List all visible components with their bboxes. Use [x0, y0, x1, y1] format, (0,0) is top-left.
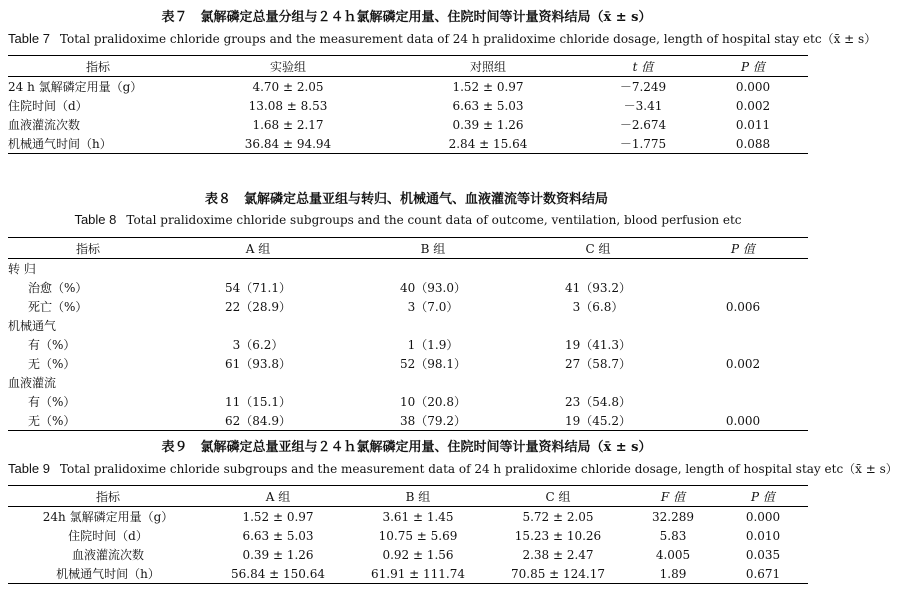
table8-header: A 组 [168, 238, 348, 259]
table-cell: 1（1.9） [407, 338, 459, 352]
table-cell: 32.289 [652, 509, 694, 524]
table7-caption-en [8, 30, 877, 47]
table-cell: 19（41.3） [565, 338, 631, 352]
table-cell: 死亡（%） [28, 300, 88, 314]
table-cell: 61.91 ± 111.74 [370, 566, 466, 581]
table-cell: 10.75 ± 5.69 [378, 528, 458, 543]
table-row [8, 278, 808, 297]
table-row [8, 259, 808, 279]
table-cell: 62（84.9） [225, 414, 291, 428]
table-row [8, 545, 808, 564]
table-cell: 11（15.1） [225, 395, 291, 409]
table-cell: 36.84 ± 94.94 [244, 136, 332, 151]
table-cell: 41（93.2） [565, 281, 631, 295]
table9-caption-text: Total pralidoxime chloride subgroups and the measurement data of 24 h pralidoxime chloride dosage, length of hospital stay etc（x̄ ± s） [59, 462, 898, 476]
table-row [8, 134, 808, 154]
table-cell: 1.68 ± 2.17 [252, 117, 324, 132]
table-cell: 5.72 ± 2.05 [522, 509, 594, 524]
table-row [8, 115, 808, 134]
table7-header: t 值 [588, 56, 698, 77]
table8-header: P 值 [678, 238, 808, 259]
table-cell: 15.23 ± 10.26 [514, 528, 602, 543]
table-row [8, 316, 808, 335]
table-cell: 0.002 [735, 98, 771, 113]
table-cell: 2.38 ± 2.47 [522, 547, 594, 562]
table-cell: －1.775 [619, 137, 667, 151]
table-cell: 住院时间（d） [68, 529, 148, 543]
table-cell: 0.39 ± 1.26 [242, 547, 314, 562]
table7-caption-text: Total pralidoxime chloride groups and the measurement data of 24 h pralidoxime chloride dosage, length of hospital stay etc（x̄ ± s） [59, 32, 877, 46]
table-row [8, 411, 808, 431]
table-cell: 22（28.9） [225, 300, 291, 314]
table-cell: 5.83 [659, 528, 687, 543]
table-cell: 无（%） [28, 357, 76, 371]
table-cell: 6.63 ± 5.03 [452, 98, 524, 113]
table-cell: 0.002 [725, 356, 761, 371]
table-cell [348, 259, 518, 279]
table9 [8, 485, 808, 584]
table-cell: 血液灌流 [8, 376, 57, 390]
table-cell: 0.92 ± 1.56 [382, 547, 454, 562]
table8 [8, 237, 808, 431]
table-cell: 无（%） [28, 414, 76, 428]
table-cell: 1.52 ± 0.97 [452, 79, 524, 94]
table-cell: 3（7.0） [407, 300, 459, 314]
table-cell: 13.08 ± 8.53 [248, 98, 328, 113]
table9-header-row [8, 486, 808, 507]
table-cell: 52（98.1） [400, 357, 466, 371]
table-cell: 有（%） [28, 338, 76, 352]
table-cell: 0.088 [735, 136, 771, 151]
table9-header: F 值 [628, 486, 718, 507]
table9-header: C 组 [488, 486, 628, 507]
table-cell: 0.035 [745, 547, 781, 562]
table-cell: 24 h 氯解磷定用量（g） [8, 80, 143, 94]
table-cell: 23（54.8） [565, 395, 631, 409]
table-row [8, 335, 808, 354]
table-cell [678, 278, 808, 297]
table-cell [518, 316, 678, 335]
table-row [8, 96, 808, 115]
table-cell: 住院时间（d） [8, 99, 88, 113]
table7-caption-cn: 表７ 氯解磷定总量分组与２４ｈ氯解磷定用量、住院时间等计量资料结局（x̄ ± s） [161, 10, 652, 25]
table8-header: B 组 [348, 238, 518, 259]
table-cell: 2.84 ± 15.64 [448, 136, 528, 151]
table-cell: 70.85 ± 124.17 [510, 566, 606, 581]
table-row [8, 507, 808, 527]
table-cell: －2.674 [619, 118, 667, 132]
table-cell [518, 259, 678, 279]
table-cell: 有（%） [28, 395, 76, 409]
table-cell: 0.000 [745, 509, 781, 524]
table-cell: －7.249 [619, 80, 667, 94]
table-cell: 40（93.0） [400, 281, 466, 295]
table-cell: 10（20.8） [400, 395, 466, 409]
table-cell [168, 373, 348, 392]
table8-header: 指标 [8, 238, 168, 259]
table-cell [518, 373, 678, 392]
table8-caption-en [8, 212, 808, 227]
table9-header: P 值 [718, 486, 808, 507]
table-row [8, 77, 808, 97]
table9-caption-en [8, 460, 898, 477]
table-cell: 19（45.2） [565, 414, 631, 428]
table-cell: 3（6.8） [572, 300, 624, 314]
table-cell: 27（58.7） [565, 357, 631, 371]
table-cell: 0.000 [725, 413, 761, 428]
table-cell: 6.63 ± 5.03 [242, 528, 314, 543]
table-cell: 0.39 ± 1.26 [452, 117, 524, 132]
table-row [8, 526, 808, 545]
table8-header-row [8, 238, 808, 259]
table7-header: 指标 [8, 56, 188, 77]
table7-label: Table 7 [8, 31, 50, 46]
table9-header: A 组 [208, 486, 348, 507]
table-cell: 治愈（%） [28, 281, 88, 295]
table-cell: 0.006 [725, 299, 761, 314]
table-cell: 38（79.2） [400, 414, 466, 428]
table-cell [678, 259, 808, 279]
table-cell: 61（93.8） [225, 357, 291, 371]
table-cell [678, 373, 808, 392]
table-cell: 机械通气时间（h） [56, 567, 160, 581]
table-cell [168, 316, 348, 335]
table7-header-row [8, 56, 808, 77]
table7 [8, 55, 808, 154]
table8-caption-cn: 表８ 氯解磷定总量亚组与转归、机械通气、血液灌流等计数资料结局 [204, 192, 608, 207]
table-cell: 转 归 [8, 262, 36, 276]
table-row [8, 373, 808, 392]
table9-caption-cn: 表９ 氯解磷定总量亚组与２４ｈ氯解磷定用量、住院时间等计量资料结局（x̄ ± s） [161, 440, 652, 455]
table-cell: 0.011 [735, 117, 771, 132]
table8-label: Table 8 [74, 212, 117, 227]
table-row [8, 297, 808, 316]
table9-header: B 组 [348, 486, 488, 507]
table7-header: 对照组 [388, 56, 588, 77]
table-cell [678, 392, 808, 411]
table-cell: 0.671 [745, 566, 781, 581]
table-cell: 机械通气时间（h） [8, 137, 112, 151]
table-cell: 56.84 ± 150.64 [230, 566, 326, 581]
table-cell [678, 316, 808, 335]
table-cell [348, 373, 518, 392]
table-cell: 4.005 [655, 547, 691, 562]
table-cell: 血液灌流次数 [71, 548, 144, 562]
table-row [8, 392, 808, 411]
table-cell: 24h 氯解磷定用量（g） [42, 510, 174, 524]
table-row [8, 354, 808, 373]
table-cell: 机械通气 [8, 319, 57, 333]
table-cell: 0.000 [735, 79, 771, 94]
table-cell: －3.41 [623, 99, 663, 113]
table-cell: 3（6.2） [232, 338, 284, 352]
table8-caption-text: Total pralidoxime chloride subgroups and the count data of outcome, ventilation, blood perfusion etc [126, 213, 742, 227]
table-cell: 3.61 ± 1.45 [382, 509, 454, 524]
table-cell: 0.010 [745, 528, 781, 543]
table-cell: 1.52 ± 0.97 [242, 509, 314, 524]
table-cell: 1.89 [659, 566, 687, 581]
table-cell [168, 259, 348, 279]
table-cell [678, 335, 808, 354]
table7-header: 实验组 [188, 56, 388, 77]
table9-label: Table 9 [8, 461, 50, 476]
table-cell [348, 316, 518, 335]
table-row [8, 564, 808, 584]
table9-header: 指标 [8, 486, 208, 507]
table8-header: C 组 [518, 238, 678, 259]
table-cell: 血液灌流次数 [8, 118, 81, 132]
table-cell: 4.70 ± 2.05 [252, 79, 324, 94]
table7-header: P 值 [698, 56, 808, 77]
table-cell: 54（71.1） [225, 281, 291, 295]
